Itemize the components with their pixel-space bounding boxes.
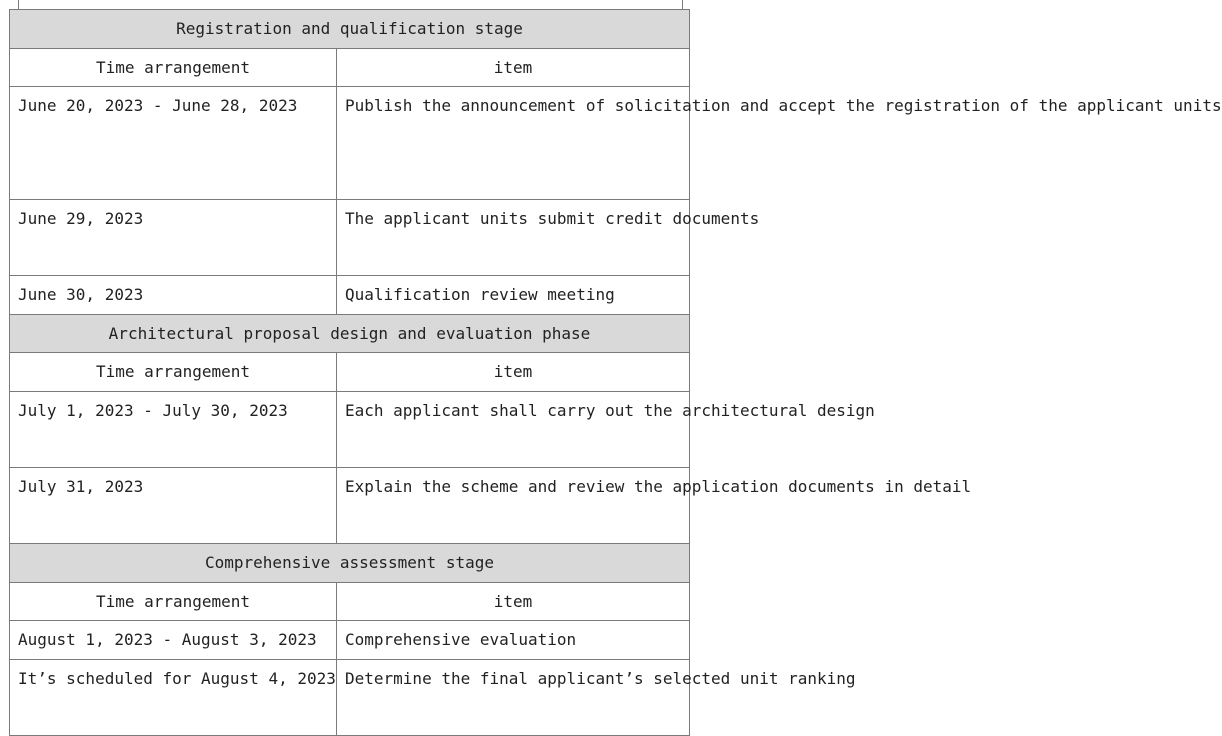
time-cell: It’s scheduled for August 4, 2023	[10, 659, 337, 735]
time-cell: June 30, 2023	[10, 276, 337, 315]
item-cell: Determine the final applicant’s selected unit ranking	[337, 659, 690, 735]
item-cell: Explain the scheme and review the application documents in detail	[337, 467, 690, 543]
stage-title-row	[10, 543, 690, 582]
time-arrangement-header: Time arrangement	[10, 582, 337, 621]
time-cell: July 1, 2023 - July 30, 2023	[10, 391, 337, 467]
column-header-row	[10, 48, 690, 87]
stage-title-row	[10, 10, 690, 49]
time-cell: June 20, 2023 - June 28, 2023	[10, 87, 337, 200]
time-arrangement-header: Time arrangement	[10, 353, 337, 392]
stage-title: Registration and qualification stage	[10, 10, 690, 49]
item-header: item	[337, 353, 690, 392]
item-cell: Publish the announcement of solicitation and accept the registration of the applicant units	[337, 87, 690, 200]
item-cell: Qualification review meeting	[337, 276, 690, 315]
time-arrangement-header: Time arrangement	[10, 48, 337, 87]
item-header: item	[337, 48, 690, 87]
time-cell: June 29, 2023	[10, 200, 337, 276]
table-row	[10, 467, 690, 543]
table-row	[10, 200, 690, 276]
table-row	[10, 276, 690, 315]
item-cell: Comprehensive evaluation	[337, 621, 690, 660]
table-row	[10, 621, 690, 660]
table-row	[10, 659, 690, 735]
schedule-table	[9, 9, 1222, 736]
time-cell: August 1, 2023 - August 3, 2023	[10, 621, 337, 660]
item-header: item	[337, 582, 690, 621]
column-header-row	[10, 353, 690, 392]
stage-title: Architectural proposal design and evaluation phase	[10, 314, 690, 353]
table-row	[10, 391, 690, 467]
stage-title-row	[10, 314, 690, 353]
stage-title: Comprehensive assessment stage	[10, 543, 690, 582]
item-cell: Each applicant shall carry out the architectural design	[337, 391, 690, 467]
table-row	[10, 87, 690, 200]
time-cell: July 31, 2023	[10, 467, 337, 543]
column-header-row	[10, 582, 690, 621]
item-cell: The applicant units submit credit documents	[337, 200, 690, 276]
